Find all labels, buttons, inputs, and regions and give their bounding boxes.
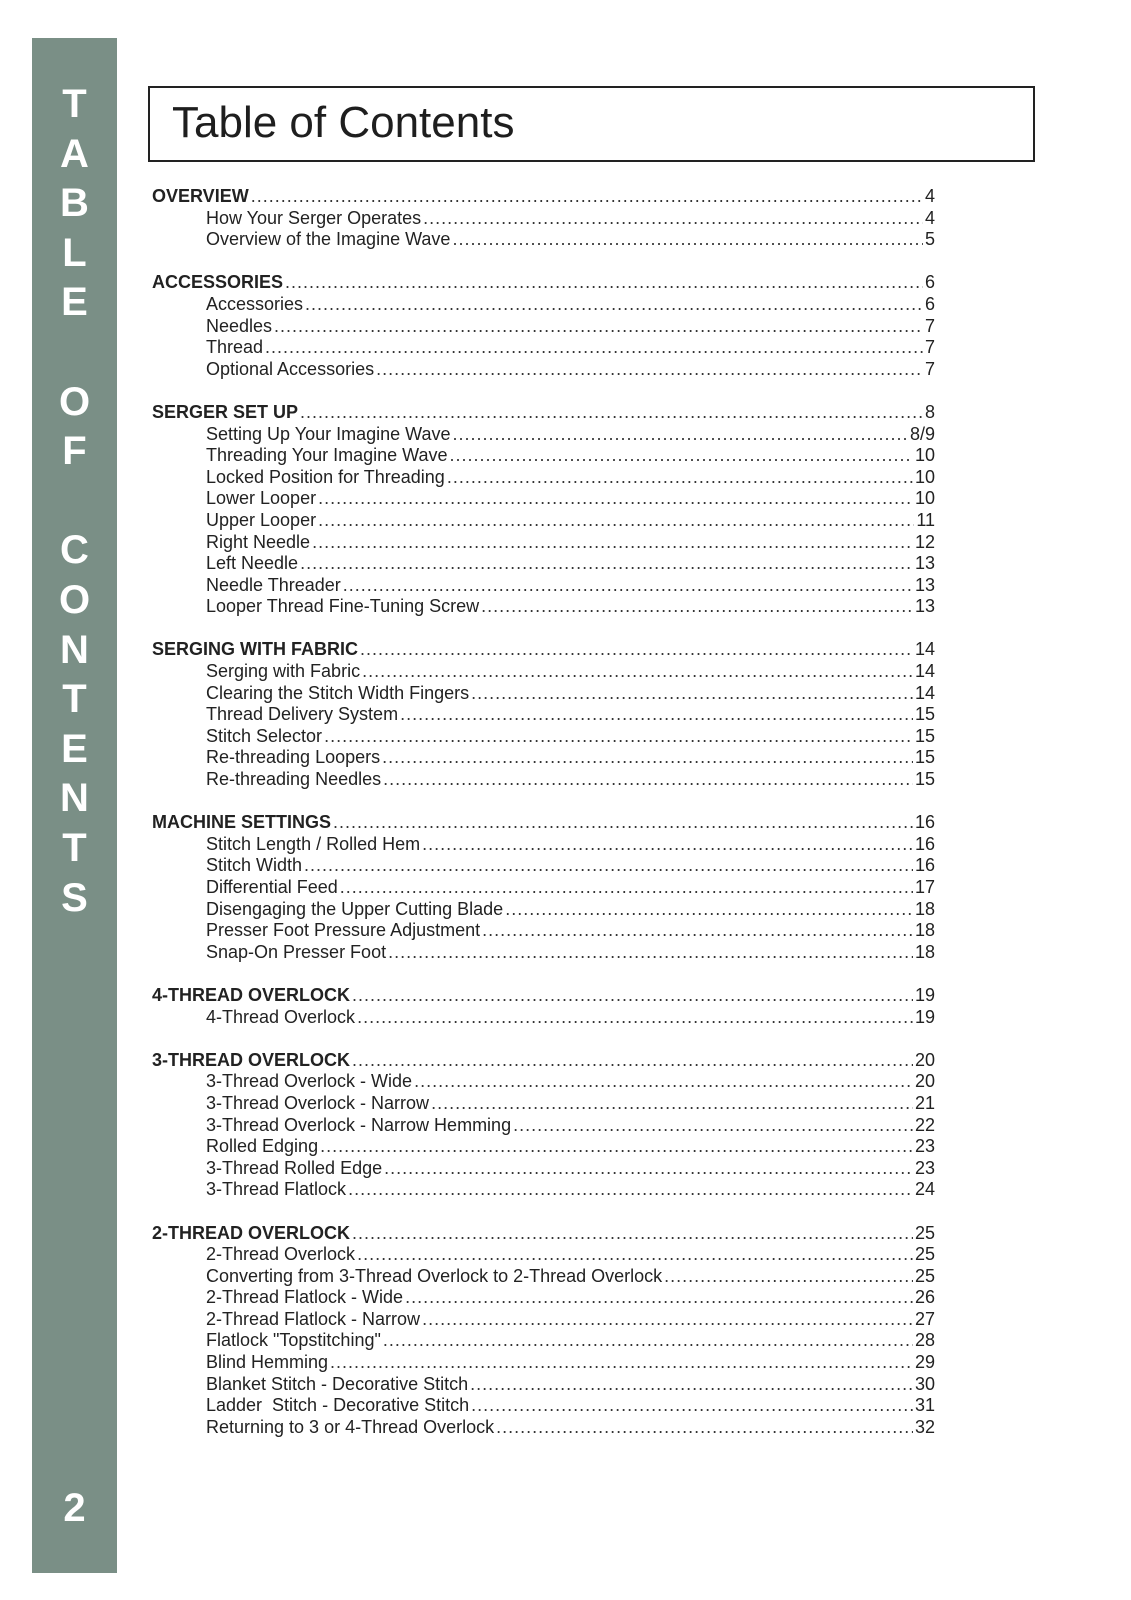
toc-entry-label: Left Needle — [206, 553, 299, 574]
toc-subentry — [152, 316, 935, 338]
toc-entry-page: 32 — [914, 1416, 935, 1437]
toc-entry-page: 19 — [914, 984, 935, 1005]
toc-entry-page: 12 — [914, 531, 935, 552]
toc-entry-label: 2-THREAD OVERLOCK — [152, 1222, 351, 1243]
toc-subentry — [152, 553, 935, 575]
toc-entry-label: 3-Thread Rolled Edge — [206, 1157, 383, 1178]
toc-subentry — [152, 229, 935, 251]
toc-subentry — [152, 445, 935, 467]
toc-subentry — [152, 1374, 935, 1396]
toc-section — [152, 985, 935, 1028]
side-tab-letter: S — [61, 875, 88, 920]
toc-entry-label: 2-Thread Overlock — [206, 1244, 356, 1265]
dot-leader — [251, 186, 923, 208]
toc-entry-page: 6 — [924, 272, 935, 293]
toc-entry-label: OVERVIEW — [152, 186, 249, 206]
toc-section-heading — [152, 812, 935, 834]
toc-entry-page: 14 — [914, 682, 935, 703]
toc-subentry — [152, 942, 935, 964]
toc-entry-label: Locked Position for Threading — [206, 466, 445, 487]
toc-entry-label: 4-Thread Overlock — [206, 1006, 356, 1027]
toc-entry-label: SERGING WITH FABRIC — [152, 639, 358, 660]
toc-subentry — [152, 1352, 935, 1374]
toc-entry-label: Flatlock "Topstitching" — [206, 1330, 381, 1351]
toc-subentry — [152, 467, 935, 489]
toc-entry-label: Re-threading Needles — [206, 769, 382, 790]
toc-entry-page: 13 — [914, 553, 935, 574]
toc-section-heading — [152, 985, 935, 1007]
side-tab-letter: O — [58, 379, 91, 424]
side-tab — [32, 38, 117, 1573]
dot-leader — [471, 1395, 913, 1417]
toc-subentry — [152, 596, 935, 618]
toc-entry-label: ACCESSORIES — [152, 272, 284, 293]
toc-subentry — [152, 1266, 935, 1288]
toc-subentry — [152, 1158, 935, 1180]
toc-subentry — [152, 208, 935, 230]
toc-subentry — [152, 877, 935, 899]
toc-entry-label: Re-threading Loopers — [206, 747, 381, 768]
toc-subentry — [152, 661, 935, 683]
side-tab-letter: A — [60, 131, 89, 176]
toc-entry-label: 4-THREAD OVERLOCK — [152, 984, 351, 1005]
toc-entry-page: 4 — [924, 207, 935, 228]
dot-leader — [481, 596, 913, 618]
toc-section-heading — [152, 186, 935, 208]
toc-entry-label: Presser Foot Pressure Adjustment — [206, 920, 481, 941]
toc-entry-page: 15 — [914, 725, 935, 746]
toc-subentry — [152, 359, 935, 381]
toc-entry-page: 10 — [914, 466, 935, 487]
toc-subentry — [152, 575, 935, 597]
toc-entry-label: Disengaging the Upper Cutting Blade — [206, 898, 504, 919]
toc-entry-page: 18 — [914, 898, 935, 919]
dot-leader — [449, 445, 912, 467]
toc-subentry — [152, 1179, 935, 1201]
dot-leader — [664, 1266, 913, 1288]
toc-entry-page: 29 — [914, 1352, 935, 1373]
table-of-contents — [152, 186, 935, 1460]
dot-leader — [383, 769, 913, 791]
dot-leader — [470, 1374, 913, 1396]
page-number: 2 — [63, 1486, 86, 1530]
toc-entry-label: 3-Thread Overlock - Narrow — [206, 1092, 430, 1113]
dot-leader — [352, 1223, 913, 1245]
dot-leader — [265, 337, 923, 359]
toc-entry-label: Lower Looper — [206, 488, 317, 509]
dot-leader — [414, 1071, 913, 1093]
toc-entry-page: 23 — [914, 1136, 935, 1157]
toc-entry-page: 15 — [914, 704, 935, 725]
toc-subentry — [152, 1330, 935, 1352]
toc-section — [152, 1050, 935, 1201]
toc-entry-label: Optional Accessories — [206, 358, 375, 379]
toc-entry-page: 5 — [924, 229, 935, 250]
toc-entry-label: Serging with Fabric — [206, 661, 361, 682]
toc-subentry — [152, 1136, 935, 1158]
dot-leader — [382, 747, 913, 769]
toc-section-heading — [152, 402, 935, 424]
toc-entry-page: 25 — [914, 1265, 935, 1286]
dot-leader — [482, 920, 913, 942]
side-tab-letter: O — [58, 577, 91, 622]
side-tab-letter: E — [61, 280, 88, 325]
toc-section — [152, 186, 935, 251]
dot-leader — [400, 704, 913, 726]
dot-leader — [333, 812, 913, 834]
toc-entry-page: 20 — [914, 1071, 935, 1092]
toc-entry-page: 13 — [914, 574, 935, 595]
toc-subentry — [152, 1309, 935, 1331]
dot-leader — [357, 1244, 913, 1266]
dot-leader — [312, 532, 913, 554]
toc-entry-label: Needle Threader — [206, 574, 341, 595]
toc-subentry — [152, 747, 935, 769]
dot-leader — [383, 1330, 913, 1352]
toc-subentry — [152, 1007, 935, 1029]
toc-entry-page: 16 — [914, 855, 935, 876]
side-tab-letter: T — [62, 82, 87, 126]
toc-entry-label: Stitch Width — [206, 855, 303, 876]
toc-entry-page: 18 — [914, 920, 935, 941]
toc-entry-page: 16 — [914, 833, 935, 854]
toc-entry-label: Stitch Selector — [206, 725, 323, 746]
dot-leader — [362, 661, 913, 683]
toc-entry-label: 3-Thread Overlock - Narrow Hemming — [206, 1114, 512, 1135]
toc-entry-page: 7 — [924, 315, 935, 336]
toc-entry-page: 30 — [914, 1373, 935, 1394]
toc-entry-page: 31 — [914, 1395, 935, 1416]
toc-entry-page: 8 — [924, 401, 935, 422]
toc-entry-page: 23 — [914, 1157, 935, 1178]
dot-leader — [513, 1115, 913, 1137]
toc-entry-page: 11 — [916, 509, 935, 530]
toc-entry-label: Converting from 3-Thread Overlock to 2-Thread Overlock — [206, 1265, 663, 1286]
title-box — [148, 86, 1035, 162]
toc-entry-label: 2-Thread Flatlock - Narrow — [206, 1308, 421, 1329]
toc-section-heading — [152, 272, 935, 294]
toc-entry-page: 18 — [914, 941, 935, 962]
toc-subentry — [152, 1071, 935, 1093]
dot-leader — [300, 553, 913, 575]
toc-entry-label: Overview of the Imagine Wave — [206, 229, 451, 250]
toc-entry-label: Ladder Stitch - Decorative Stitch — [206, 1395, 470, 1416]
dot-leader — [452, 424, 907, 446]
side-tab-letter: F — [62, 429, 87, 474]
toc-subentry — [152, 769, 935, 791]
toc-entry-label: Setting Up Your Imagine Wave — [206, 423, 451, 444]
toc-entry-page: 7 — [924, 358, 935, 379]
toc-entry-label: Differential Feed — [206, 877, 338, 897]
toc-entry-page: 21 — [914, 1092, 935, 1113]
dot-leader — [320, 1136, 913, 1158]
toc-subentry — [152, 1395, 935, 1417]
toc-entry-label: How Your Serger Operates — [206, 207, 422, 228]
toc-entry-label: 3-Thread Flatlock — [206, 1179, 347, 1200]
toc-entry-label: Accessories — [206, 293, 304, 314]
side-tab-letter: T — [62, 677, 87, 722]
dot-leader — [405, 1287, 913, 1309]
toc-entry-page: 20 — [914, 1049, 935, 1070]
dot-leader — [471, 683, 913, 705]
dot-leader — [300, 402, 923, 424]
side-tab-letter: L — [62, 230, 87, 275]
toc-entry-page: 15 — [914, 769, 935, 790]
dot-leader — [318, 510, 914, 532]
side-tab-letter: C — [60, 528, 89, 573]
dot-leader — [452, 229, 923, 251]
toc-entry-page: 8/9 — [909, 423, 935, 444]
dot-leader — [274, 316, 923, 338]
dot-leader — [340, 877, 913, 899]
dot-leader — [422, 834, 913, 856]
dot-leader — [305, 294, 923, 316]
page-title: Table of Contents — [172, 98, 515, 147]
toc-entry-page: 25 — [914, 1244, 935, 1265]
toc-entry-label: Upper Looper — [206, 509, 317, 530]
toc-entry-label: Snap-On Presser Foot — [206, 941, 387, 962]
toc-entry-label: Blind Hemming — [206, 1352, 329, 1373]
dot-leader — [422, 1309, 913, 1331]
toc-subentry — [152, 488, 935, 510]
dot-leader — [348, 1179, 913, 1201]
toc-section — [152, 639, 935, 790]
toc-section-heading — [152, 1223, 935, 1245]
toc-entry-page: 14 — [914, 661, 935, 682]
toc-subentry — [152, 899, 935, 921]
toc-entry-label: Clearing the Stitch Width Fingers — [206, 682, 470, 703]
toc-entry-label: Looper Thread Fine-Tuning Screw — [206, 596, 480, 617]
dot-leader — [447, 467, 913, 489]
toc-subentry — [152, 726, 935, 748]
side-tab-letter: T — [62, 825, 87, 870]
toc-subentry — [152, 337, 935, 359]
toc-entry-page: 10 — [914, 445, 935, 466]
dot-leader — [376, 359, 923, 381]
dot-leader — [285, 272, 923, 294]
toc-subentry — [152, 834, 935, 856]
dot-leader — [357, 1007, 913, 1029]
toc-entry-label: 3-Thread Overlock - Wide — [206, 1071, 413, 1092]
dot-leader — [318, 488, 913, 510]
dot-leader — [388, 942, 913, 964]
dot-leader — [352, 985, 913, 1007]
toc-entry-page: 19 — [914, 1006, 935, 1027]
toc-entry-page: 17 — [914, 877, 935, 897]
toc-entry-page: 10 — [914, 488, 935, 509]
toc-section — [152, 812, 935, 963]
toc-entry-page: 28 — [914, 1330, 935, 1351]
toc-entry-label: Needles — [206, 315, 273, 336]
toc-entry-label: Rolled Edging — [206, 1136, 319, 1157]
toc-entry-label: Thread Delivery System — [206, 704, 399, 725]
toc-subentry — [152, 704, 935, 726]
toc-subentry — [152, 1115, 935, 1137]
toc-subentry — [152, 1244, 935, 1266]
toc-entry-label: SERGER SET UP — [152, 401, 299, 422]
dot-leader — [431, 1093, 913, 1115]
toc-subentry — [152, 532, 935, 554]
toc-section — [152, 1223, 935, 1439]
toc-subentry — [152, 683, 935, 705]
toc-subentry — [152, 294, 935, 316]
toc-subentry — [152, 1287, 935, 1309]
dot-leader — [324, 726, 913, 748]
toc-entry-page: 7 — [924, 337, 935, 358]
dot-leader — [505, 899, 913, 921]
toc-entry-label: 2-Thread Flatlock - Wide — [206, 1287, 404, 1308]
toc-entry-page: 16 — [914, 812, 935, 833]
dot-leader — [384, 1158, 913, 1180]
side-tab-letter: E — [61, 726, 88, 771]
side-tab-letters — [32, 80, 117, 923]
toc-entry-page: 6 — [924, 293, 935, 314]
toc-entry-label: Blanket Stitch - Decorative Stitch — [206, 1373, 469, 1394]
toc-subentry — [152, 424, 935, 446]
toc-entry-page: 14 — [914, 639, 935, 660]
toc-entry-label: Returning to 3 or 4-Thread Overlock — [206, 1416, 495, 1437]
dot-leader — [496, 1417, 913, 1439]
toc-entry-page: 24 — [914, 1179, 935, 1200]
side-tab-letter: N — [60, 627, 89, 672]
toc-section — [152, 402, 935, 618]
toc-entry-page: 27 — [914, 1308, 935, 1329]
dot-leader — [360, 639, 913, 661]
toc-entry-page: 26 — [914, 1287, 935, 1308]
toc-entry-page: 25 — [914, 1222, 935, 1243]
toc-entry-label: 3-THREAD OVERLOCK — [152, 1049, 351, 1070]
dot-leader — [343, 575, 913, 597]
toc-subentry — [152, 1417, 935, 1439]
toc-subentry — [152, 920, 935, 942]
dot-leader — [352, 1050, 913, 1072]
toc-section-heading — [152, 1050, 935, 1072]
toc-subentry — [152, 510, 935, 532]
toc-entry-label: Threading Your Imagine Wave — [206, 445, 448, 466]
toc-entry-page: 15 — [914, 747, 935, 768]
toc-subentry — [152, 1093, 935, 1115]
toc-entry-label: Thread — [206, 337, 264, 358]
toc-entry-label: Stitch Length / Rolled Hem — [206, 833, 421, 854]
dot-leader — [330, 1352, 913, 1374]
dot-leader — [423, 208, 923, 230]
toc-entry-page: 13 — [914, 596, 935, 617]
toc-entry-label: MACHINE SETTINGS — [152, 812, 332, 833]
toc-subentry — [152, 855, 935, 877]
side-tab-letter: B — [60, 181, 89, 226]
side-tab-letter: N — [60, 776, 89, 821]
toc-entry-page: 4 — [924, 186, 935, 206]
toc-entry-label: Right Needle — [206, 531, 311, 552]
toc-section-heading — [152, 639, 935, 661]
toc-section — [152, 272, 935, 380]
dot-leader — [304, 855, 913, 877]
toc-entry-page: 22 — [914, 1114, 935, 1135]
